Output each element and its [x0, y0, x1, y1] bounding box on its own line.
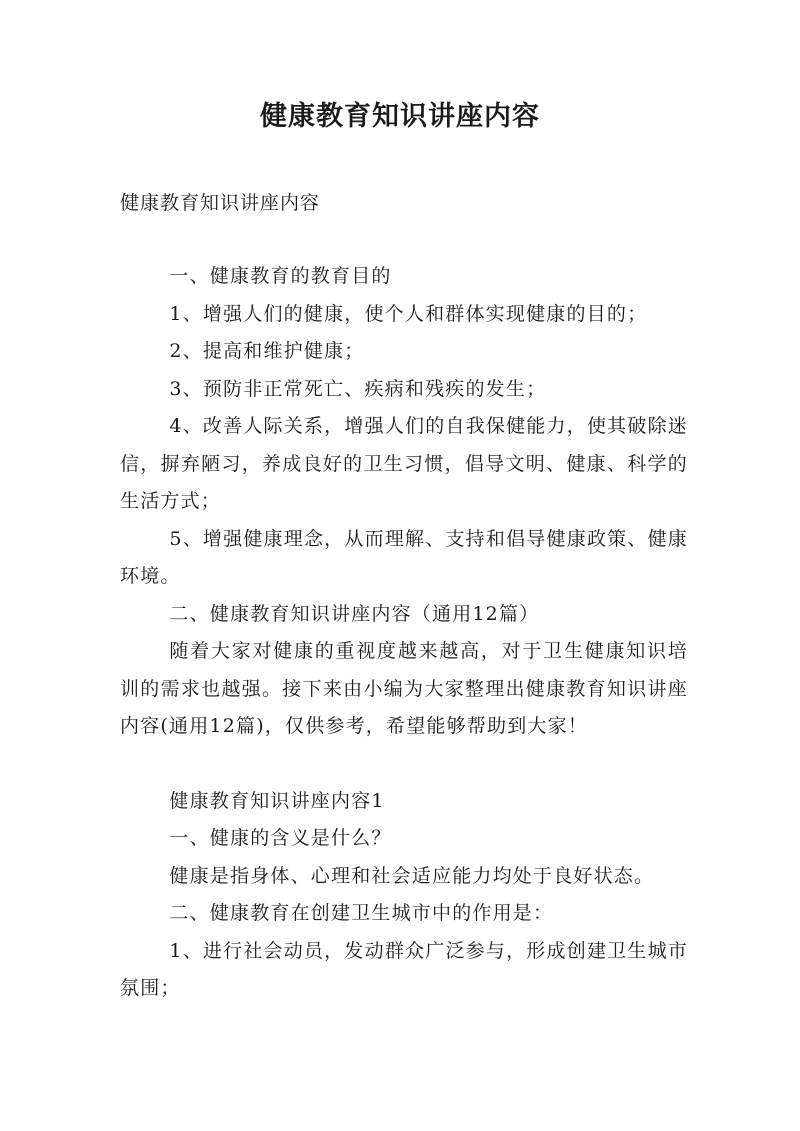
document-title: 健康教育知识讲座内容	[260, 101, 540, 132]
question-health-role: 二、健康教育在创建卫生城市中的作用是：	[169, 902, 554, 924]
document-body	[120, 258, 688, 1008]
list-item-goal-5: 5、增强健康理念，从而理解、支持和倡导健康政策、健康环境。	[120, 527, 688, 587]
list-item-goal-1: 1、增强人们的健康，使个人和群体实现健康的目的；	[169, 302, 648, 325]
question-health-meaning: 一、健康的含义是什么？	[169, 827, 392, 849]
intro-paragraph: 随着大家对健康的重视度越来越高，对于卫生健康知识培训的需求也越强。接下来由小编为大家整理出健康教育知识讲座内容(通用12篇)，仅供参考，希望能够帮助到大家！	[120, 640, 688, 737]
document-subtitle: 健康教育知识讲座内容	[120, 192, 321, 214]
list-item-goal-4: 4、改善人际关系，增强人们的自我保健能力，使其破除迷信，摒弃陋习，养成良好的卫生习惯，倡导文明、健康、科学的生活方式；	[120, 415, 688, 512]
section-heading-lecture: 二、健康教育知识讲座内容（通用12篇）	[169, 602, 540, 625]
list-item-goal-2: 2、提高和维护健康；	[169, 340, 365, 362]
list-item-role-1: 1、进行社会动员，发动群众广泛参与，形成创建卫生城市氛围；	[120, 939, 688, 999]
answer-health-meaning: 健康是指身体、心理和社会适应能力均处于良好状态。	[169, 864, 655, 887]
list-item-goal-3: 3、预防非正常死亡、疾病和残疾的发生；	[169, 377, 547, 400]
lecture-1-heading: 健康教育知识讲座内容1	[169, 789, 385, 812]
section-heading-goals: 一、健康教育的教育目的	[169, 265, 392, 287]
